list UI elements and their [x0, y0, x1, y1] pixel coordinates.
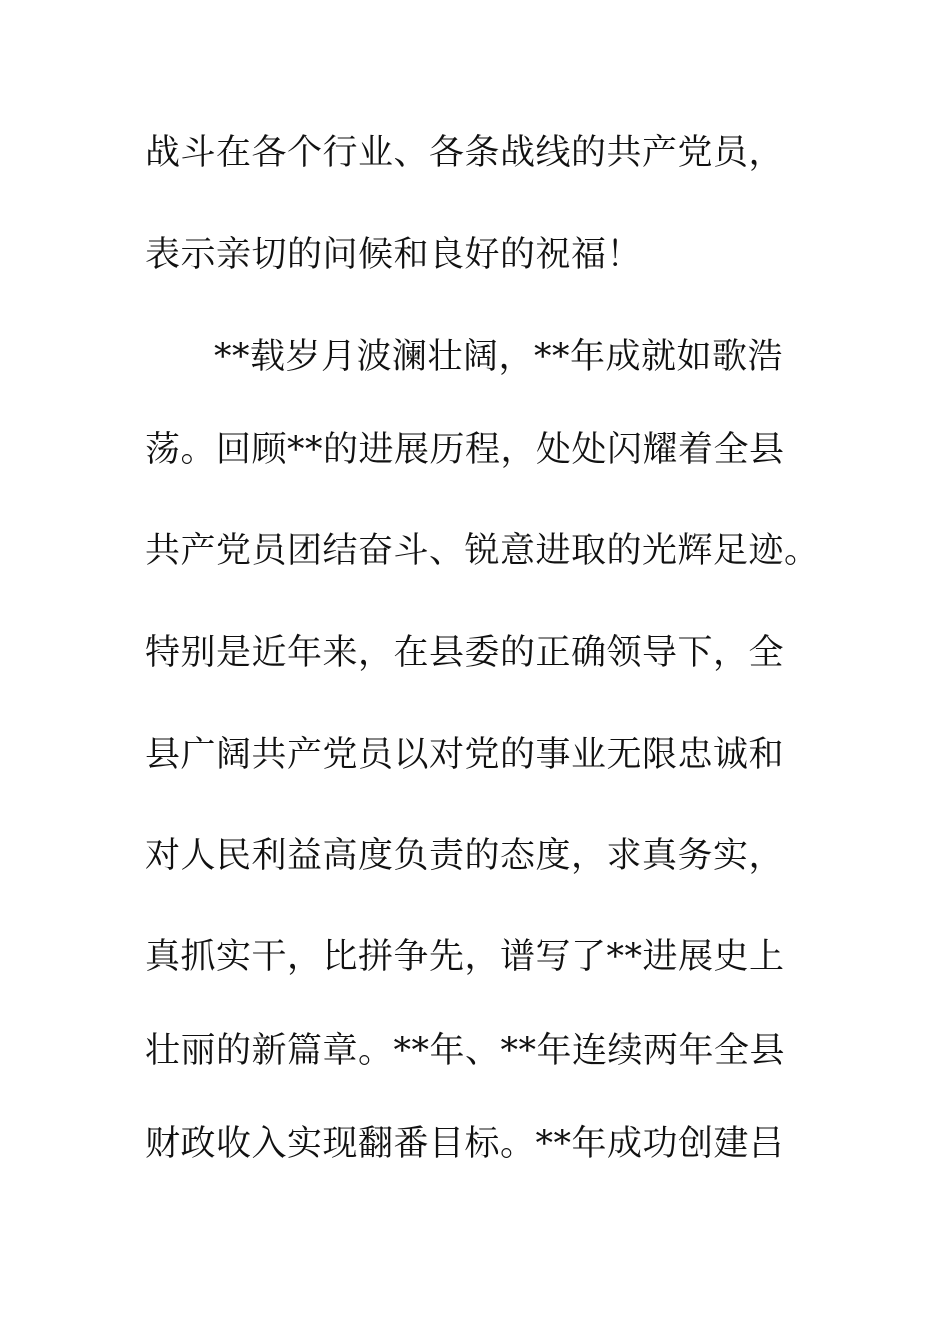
- text-line: 对人民利益高度负责的态度，求真务实，: [145, 836, 785, 876]
- text-line: 财政收入实现翻番目标。**年成功创建吕: [145, 1124, 785, 1164]
- text-line: 荡。回顾**的进展历程，处处闪耀着全县: [145, 430, 785, 470]
- text-line: 县广阔共产党员以对党的事业无限忠诚和: [145, 735, 785, 775]
- text-line: 共产党员团结奋斗、锐意进取的光辉足迹。: [145, 531, 820, 571]
- text-line: 真抓实干，比拼争先，谱写了**进展史上: [145, 937, 785, 977]
- text-line: 战斗在各个行业、各条战线的共产党员，: [145, 133, 785, 173]
- text-line: 壮丽的新篇章。**年、**年连续两年全县: [145, 1031, 786, 1071]
- text-line: 表示亲切的问候和良好的祝福！: [145, 235, 643, 275]
- paragraph-start-line: **载岁月波澜壮阔，**年成就如歌浩: [214, 337, 784, 377]
- text-line: 特别是近年来，在县委的正确领导下，全: [145, 633, 785, 673]
